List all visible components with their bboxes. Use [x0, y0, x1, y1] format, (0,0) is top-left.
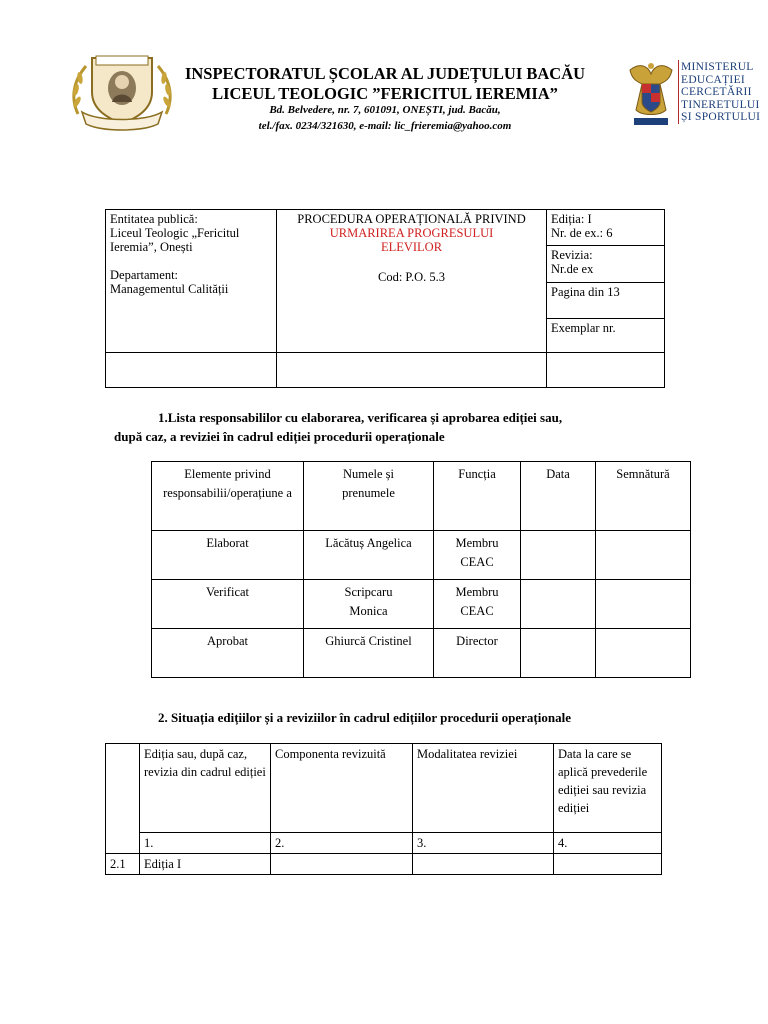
- section2-heading: 2. Situația edițiilor și a reviziilor în cadrul edițiilor procedurii operaționale: [158, 710, 571, 725]
- editions-table: [105, 743, 662, 875]
- procedure-title: PROCEDURA OPERAȚIONALĂ PRIVIND: [297, 212, 526, 226]
- ministry-logo-text: MINISTERUL EDUCAȚIEI CERCETĂRII TINERETULUI ȘI SPORTULUI: [681, 61, 761, 123]
- school-address: Bd. Belvedere, nr. 7, 601091, ONEȘTI, jud. Bacău,: [269, 104, 501, 116]
- romania-coat-of-arms-icon: [626, 60, 676, 128]
- pagina-cell: Pagina din 13: [547, 282, 665, 318]
- table-row: Elaborat Lăcătuș Angelica Membru CEAC: [152, 531, 691, 580]
- school-contact: tel./fax. 0234/321630, e-mail: lic_frieremia@yahoo.com: [258, 120, 512, 132]
- table-row: Verificat Scripcaru Monica Membru CEAC: [152, 580, 691, 629]
- section1-heading-line1: 1.Lista responsabililor cu elaborarea, verificarea și aprobarea ediției sau,: [158, 410, 563, 425]
- procedure-code: Cod: P.O. 5.3: [377, 270, 446, 284]
- empty-cell: [277, 353, 547, 388]
- inspectorate-title: INSPECTORATUL ȘCOLAR AL JUDEȚULUI BACĂU: [184, 64, 586, 83]
- editia-cell: Ediția: I Nr. de ex.: 6: [547, 210, 665, 246]
- column-number-row: 1. 2. 3. 4.: [106, 833, 662, 854]
- table-row: 2.1 Ediția I: [106, 854, 662, 875]
- procedure-subject: URMARIREA PROGRESULUI ELEVILOR: [329, 226, 494, 254]
- empty-cell: [106, 353, 277, 388]
- empty-cell: [547, 353, 665, 388]
- revizia-cell: Revizia: Nr.de ex: [547, 246, 665, 282]
- entity-cell: Entitatea publică: Liceul Teologic „Fericitul Ieremia”, Onești Departament: Managementul Calității: [106, 210, 277, 353]
- responsibles-table: [151, 461, 691, 678]
- table-header-row: Ediția sau, după caz, revizia din cadrul ediției Componenta revizuită Modalitatea reviziei Data la care se aplică prevederile ediției sau revizia ediției: [106, 744, 662, 833]
- exemplar-cell: Exemplar nr.: [547, 318, 665, 352]
- procedure-info-table: [105, 209, 665, 388]
- procedure-cell: [277, 210, 547, 353]
- school-title: LICEUL TEOLOGIC ”FERICITUL IEREMIA”: [212, 84, 558, 103]
- section1-heading-line2: după caz, a reviziei în cadrul ediției procedurii operaționale: [114, 429, 445, 444]
- empty-cell: [106, 744, 140, 854]
- ministry-divider: [678, 60, 679, 124]
- table-header-row: Elemente privind responsabilii/operațiune a Numele și prenumele Funcția Data Semnătură: [152, 462, 691, 531]
- table-row: Aprobat Ghiurcă Cristinel Director: [152, 629, 691, 678]
- school-logo: [68, 52, 176, 134]
